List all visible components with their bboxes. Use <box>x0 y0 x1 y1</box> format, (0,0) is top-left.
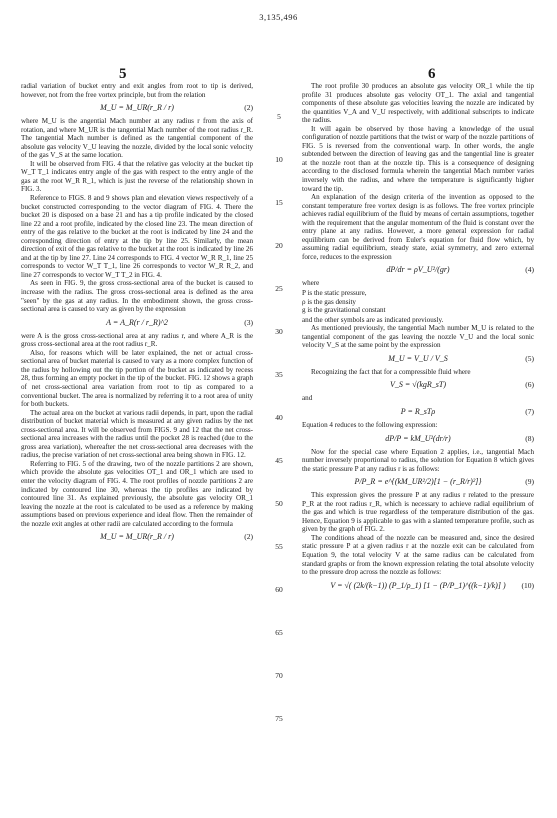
paragraph: It will be observed from FIG. 4 that the relative gas velocity at the bucket tip W_T T_1 indicates entry angle of the gas with respect to the entry angle of the gas at the root W_R R_1, which is just the reverse of the relationship shown in FIG. 3. <box>21 159 253 194</box>
paragraph: An explanation of the design criteria of the invention as opposed to the constant temperature free vortex design is as follows. The free vortex principle achieves radial equilibrium of the fluid by means of certain assumptions, together with the requirement that the angular momentum of the fluid is constant over the entry plane at any radius. However, a more general expression for radial equilibrium can be derived from Euler's equation for fluid flow which, by assuming radial equilibrium, steady state, axial symmetry, and zero external force, reduces to the expression <box>302 193 534 261</box>
line-number: 15 <box>275 198 283 207</box>
equation-2: M_U = M_UR(r_R / r) (2) <box>100 103 253 113</box>
paragraph: As seen in FIG. 9, the gross cross-sectional area of the bucket is caused to increase with the radius. The gross cross-sectional area is defined as the area "seen" by the gas at any radius. In the embodiment shown, the gross cross-sectional area is caused to vary as given by the expression <box>21 279 253 314</box>
symbol-list <box>302 289 534 315</box>
where-label: where <box>302 279 320 288</box>
line-number: 55 <box>275 542 283 551</box>
paragraph: Recognizing the fact that for a compressible fluid where <box>311 367 471 376</box>
line-number: 70 <box>275 671 283 680</box>
right-column <box>302 82 534 595</box>
paragraph: This expression gives the pressure P at any radius r related to the pressure P_R at the root radius r_R, which is necessary to achieve radial equilibrium of the gas and which is true regardless of the temperature distribution of the gas. Hence, Equation 9 is applicable to gas with a slanted temperature profile, such as given by the graph of FIG. 2. <box>302 491 534 534</box>
and-label: and <box>302 394 313 403</box>
paragraph: radial variation of bucket entry and exit angles from root to tip is derived, however, not from the free vortex principle, but from the relation <box>21 82 253 99</box>
paragraph: Equation 4 reduces to the following expression: <box>302 420 438 429</box>
equation-7: P = R_sTρ (7) <box>400 406 534 416</box>
line-number: 10 <box>275 155 283 164</box>
paragraph: where M_U is the angential Mach number at any radius r from the axis of rotation, and where M_UR is the tangential Mach number of the root radius r_R. The tangential Mach number is defined as the tangential component of the absolute gas velocity V_U leaving the nozzle, divided by the local sonic velocity of the gas V_S at the same location. <box>21 117 253 160</box>
paragraph: Now for the special case where Equation 2 applies, i.e., tangential Mach number inversely proportional to radius, the solution for Equation 8 which gives the static pressure P at any radius r is as follows: <box>302 447 534 473</box>
line-number: 20 <box>275 241 283 250</box>
paragraph: The actual area on the bucket at various radii depends, in part, upon the radial distribution of bucket material which is measured at any given radius by the net cross-sectional area. It will be observed from FIGS. 9 and 12 that the net cross-sectional area increases with the radius until the pocket 28 is reached (due to the gross area variation), whereafter the net cross-sectional area decreases with the radius, the precise variation of net cross-sectional area being shown in FIG. 12. <box>21 408 253 460</box>
paragraph: Referring to FIG. 5 of the drawing, two of the nozzle partitions 2 are shown, which provide the absolute gas velocities OT_1 and OR_1 which are used to enter the velocity diagram of FIG. 4. The root profiles of nozzle partitions 2 are indicated by contoured line 30, whereas the tip profiles are indicated by contoured line 31. As explained previously, the absolute gas velocity OR_1 leaving the nozzle at the root is calculated to be used as a reference by making assumptions based on previous experience and ideal flow. Then the remainder of the nozzle exit angles at other radii are calculated according to the formula <box>21 459 253 528</box>
equation-6: V_S = √(kgR_sT) (6) <box>389 380 534 390</box>
line-number: 75 <box>275 714 283 723</box>
equation-5: M_U = V_U / V_S (5) <box>388 353 534 363</box>
paragraph: were A is the gross cross-sectional area at any radius r, and where A_R is the gross cross-sectional area at the root radius r_R. <box>21 331 253 349</box>
paragraph: and the other symbols are as indicated previously. <box>302 315 444 324</box>
symbol-definition: ρ is the gas density <box>302 297 356 306</box>
paragraph: As mentioned previously, the tangential Mach number M_U is related to the tangential component of the gas leaving the nozzle V_U and the local sonic velocity V_S at the same point by the expression <box>302 324 534 350</box>
line-number: 30 <box>275 327 283 336</box>
line-number: 40 <box>275 413 283 422</box>
line-number: 35 <box>275 370 283 379</box>
paragraph: The root profile 30 produces an absolute gas velocity OR_1 while the tip profile 31 produces absolute gas velocity OT_1. The axial and tangential components of these absolute gas velocities leaving the nozzle are indicated by the quantities V_A and V_U respectively, with additional subscripts to indicate the radius. <box>302 82 534 125</box>
equation-10: V = √( (2k/(k−1)) (P_1/ρ_1) [1 − (P/P_1)^((k−1)/k)] ) (10) <box>330 580 534 590</box>
column-number-left: 5 <box>119 66 127 82</box>
equation-2-repeat: M_U = M_UR(r_R / r) (2) <box>100 532 253 542</box>
equation-8: dP/P = kM_U²(dr/r) (8) <box>385 433 534 443</box>
equation-9: P/P_R = e^{(kM_UR²/2)[1 − (r_R/r)²]} (9) <box>354 477 534 487</box>
column-number-right: 6 <box>428 66 436 82</box>
line-number: 60 <box>275 585 283 594</box>
paragraph: Also, for reasons which will be later explained, the net or actual cross-sectional area of bucket material is caused to vary as a more complex function of the radius by hollowing out the tip portion of the bucket as indicated by recess 28, thus forming an empty pocket in the tip of the bucket. FIG. 12 shows a graph of net cross-sectional area variation from root to tip as compared to a conventional bucket. The area is normalized by referring it to a root area of unity for both buckets. <box>21 348 253 409</box>
equation-3: A = A_R(r / r_R)^2 (3) <box>106 317 253 327</box>
line-number: 50 <box>275 499 283 508</box>
symbol-definition: P is the static pressure, <box>302 289 367 298</box>
left-column <box>21 82 253 546</box>
line-number: 45 <box>275 456 283 465</box>
paragraph: It will again be observed by those having a knowledge of the usual configuration of nozzle partitions that the twist or warp of the nozzle partitions of FIG. 5 is reversed from the conventional warp. In other words, the angle subtended between the direction of leaving gas and the tangential line is greater at the nozzle root than at the nozzle tip. This is a consequence of designing according to the disclosed formula wherein the tangential Mach number varies inversely with the radius, and where the temperature is significantly higher toward the tip. <box>302 124 534 193</box>
paragraph: Reference to FIGS. 8 and 9 shows plan and elevation views respectively of a bucket constructed corresponding to the vector diagram of FIG. 4. There the bucket 20 is disposed on a base 21 and has a tip profile indicated by the closed line 22 and a root profile, indicated by the closed line 23. The mean direction of entry of the gas relative to the bucket at the root is indicated by line 24 and the corresponding direction of entry at the tip by line 25. Similarly, the mean direction of exit of the gas relative to the bucket at the root is indicated by line 26 and at the tip by line 27. Line 24 corresponds to FIG. 4 vector W_R R_1, line 25 corresponds to vector W_T T_1, line 26 corresponds to vector W_R R_2, and line 27 corresponds to vector W_T T_2 in FIG. 4. <box>21 194 253 279</box>
line-number: 5 <box>277 112 281 121</box>
paragraph: The conditions ahead of the nozzle can be measured and, since the desired static pressure P at a given radius r at the nozzle exit can be calculated from Equation 9, the total velocity V at the same radius can be calculated from standard graphs or from the known expression relating the total absolute velocity to the pressure drop across the nozzle as follows: <box>302 533 534 577</box>
patent-number: 3,135,496 <box>259 12 298 22</box>
equation-4: dP/dr = ρV_U²/(gr) (4) <box>386 265 534 275</box>
line-number: 25 <box>275 284 283 293</box>
symbol-definition: g is the gravitational constant <box>302 306 386 315</box>
line-number: 65 <box>275 628 283 637</box>
